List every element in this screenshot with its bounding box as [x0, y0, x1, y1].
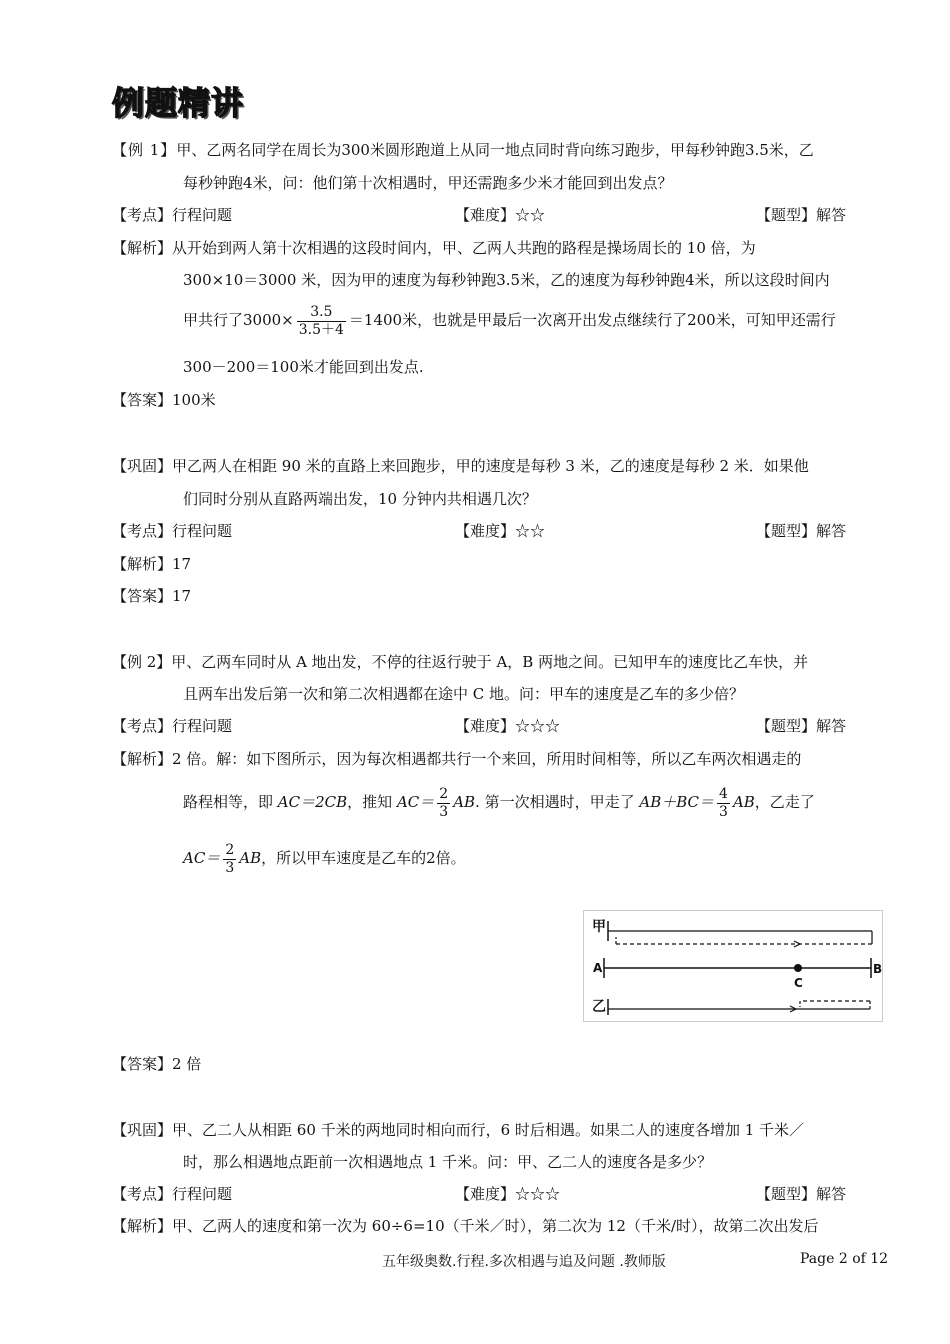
ex1-analysis-tag: 【解析】: [112, 239, 173, 257]
ex2-fraction-2-den: 3: [719, 803, 728, 820]
ex1-fraction-num: 3.5: [297, 304, 346, 322]
gg1-kaodian: 【考点】行程问题: [112, 522, 233, 540]
meeting-diagram: [583, 910, 883, 1022]
ex2-nandu: 【难度】☆☆☆: [455, 717, 561, 735]
gg1-question-line2: 们同时分别从直路两端出发，10 分钟内共相遇几次？: [183, 490, 537, 508]
gg1-answer: 【答案】17: [112, 587, 192, 605]
ex2-fraction-3: [223, 842, 236, 877]
ex1-question-line1: [112, 140, 814, 160]
ex1-analysis-text: 从开始到两人第十次相遇的这段时间内，甲、乙两人共跑的路程是操场周长的 10 倍，为: [172, 239, 756, 257]
ex2-eq-ab-bc: AB＋BC＝: [639, 793, 715, 811]
ex2-analysis-line1: 【解析】2 倍。解：如下图所示，因为每次相遇都共行一个来回，所用时间相等，所以乙车两次相遇走的: [112, 750, 802, 768]
ex1-tag: 【例 1】: [112, 141, 177, 159]
ex1-question-line2: 每秒钟跑4米，问：他们第十次相遇时，甲还需跑多少米才能回到出发点？: [183, 174, 673, 192]
ex2-fraction-3-num: 2: [225, 841, 235, 858]
gg1-analysis: 【解析】17: [112, 555, 192, 573]
diagram-label-jia: 甲: [592, 919, 606, 935]
ex2-fraction-1-den: 3: [439, 803, 449, 820]
ex1-question-text: 甲、乙两名同学在周长为300米圆形跑道上从同一地点同时背向练习跑步，甲每秒钟跑3.5米，乙: [176, 141, 814, 159]
diagram-label-yi: 乙: [592, 999, 606, 1015]
footer-title: 五年级奥数.行程.多次相遇与追及问题 .教师版: [382, 1254, 666, 1270]
diagram-label-c: C: [794, 976, 803, 990]
ex2-fraction-3-den: 3: [225, 859, 235, 876]
ex2-analysis-line2: [183, 782, 815, 822]
gg2-kaodian: 【考点】行程问题: [112, 1185, 233, 1203]
ex2-fraction-2: [717, 786, 730, 821]
ex1-kaodian: 【考点】行程问题: [112, 206, 233, 224]
gg1-tixing: 【题型】解答: [756, 522, 847, 540]
section-title: 例题精讲: [112, 84, 245, 122]
ex1-fraction: [297, 304, 346, 339]
ex2-fraction-2-num: 4: [719, 785, 728, 802]
ex2-a2-tail: ，乙走了: [754, 793, 815, 811]
ex2-a2-pre: 路程相等，即: [183, 793, 274, 811]
ex1-nandu: 【难度】☆☆: [455, 206, 546, 224]
ex1-answer: 【答案】100米: [112, 391, 216, 409]
gg1-nandu: 【难度】☆☆: [455, 522, 546, 540]
ex1-analysis-line3: [183, 300, 836, 340]
gg2-tixing: 【题型】解答: [756, 1185, 847, 1203]
ex2-fraction-1: [437, 786, 450, 821]
diagram-point-c: [794, 964, 802, 972]
gg2-nandu: 【难度】☆☆☆: [455, 1185, 561, 1203]
ex2-fraction-1-num: 2: [439, 785, 449, 802]
ex1-fraction-den: 3.5＋4: [298, 321, 344, 338]
ex2-a3-tail: ，所以甲车速度是乙车的2倍。: [261, 849, 466, 867]
diagram-label-b: B: [873, 962, 882, 976]
ex1-analysis-line2: 300×10＝3000 米，因为甲的速度为每秒钟跑3.5米，乙的速度为每秒钟跑4米，所以这段时间内: [183, 271, 830, 289]
ex2-tixing: 【题型】解答: [756, 717, 847, 735]
ex2-a2-mid: ，推知: [347, 793, 393, 811]
ex1-tixing: 【题型】解答: [756, 206, 847, 224]
meeting-diagram-svg: [584, 911, 882, 1021]
footer-page-number: Page 2 of 12: [800, 1251, 889, 1267]
ex1-analysis-line4: 300－200＝100米才能回到出发点.: [183, 358, 424, 376]
ex2-ab-2: AB: [732, 793, 755, 811]
ex1-analysis-pre: 甲共行了3000×: [183, 311, 294, 329]
gg2-question-line2: 时，那么相遇地点距前一次相遇地点 1 千米。问：甲、乙二人的速度各是多少？: [183, 1153, 713, 1171]
ex2-question-line1: 【例 2】甲、乙两车同时从 A 地出发，不停的往返行驶于 A，B 两地之间。已知甲车的速度比乙车快，并: [112, 653, 809, 671]
ex2-kaodian: 【考点】行程问题: [112, 717, 233, 735]
gg2-question-line1: 【巩固】甲、乙二人从相距 60 千米的两地同时相向而行，6 时后相遇。如果二人的速度各增加 1 千米／: [112, 1121, 805, 1139]
ex2-analysis-line3: [183, 838, 466, 878]
ex2-ab-1: AB: [453, 793, 476, 811]
ex2-eq-ac-2cb: AC＝2CB: [277, 793, 348, 811]
ex2-eq-ac-2: AC＝: [183, 849, 221, 867]
diagram-label-a: A: [593, 961, 603, 975]
ex2-eq-ac: AC＝: [396, 793, 435, 811]
gg2-analysis-line1: 【解析】甲、乙两人的速度和第一次为 60÷6=10（千米／时），第二次为 12（千米/时），故第二次出发后: [112, 1217, 819, 1235]
ex1-analysis-line1: [112, 238, 756, 258]
gg1-question-line1: 【巩固】甲乙两人在相距 90 米的直路上来回跑步，甲的速度是每秒 3 米，乙的速度是每秒 2 米．如果他: [112, 457, 809, 475]
ex2-question-line2: 且两车出发后第一次和第二次相遇都在途中 C 地。问：甲车的速度是乙车的多少倍？: [183, 685, 745, 703]
ex2-ab-3: AB: [239, 849, 262, 867]
ex1-analysis-post: ＝1400米，也就是甲最后一次离开出发点继续行了200米，可知甲还需行: [348, 311, 836, 329]
ex2-a2-mid2: . 第一次相遇时，甲走了: [475, 793, 635, 811]
ex2-answer: 【答案】2 倍: [112, 1055, 202, 1073]
